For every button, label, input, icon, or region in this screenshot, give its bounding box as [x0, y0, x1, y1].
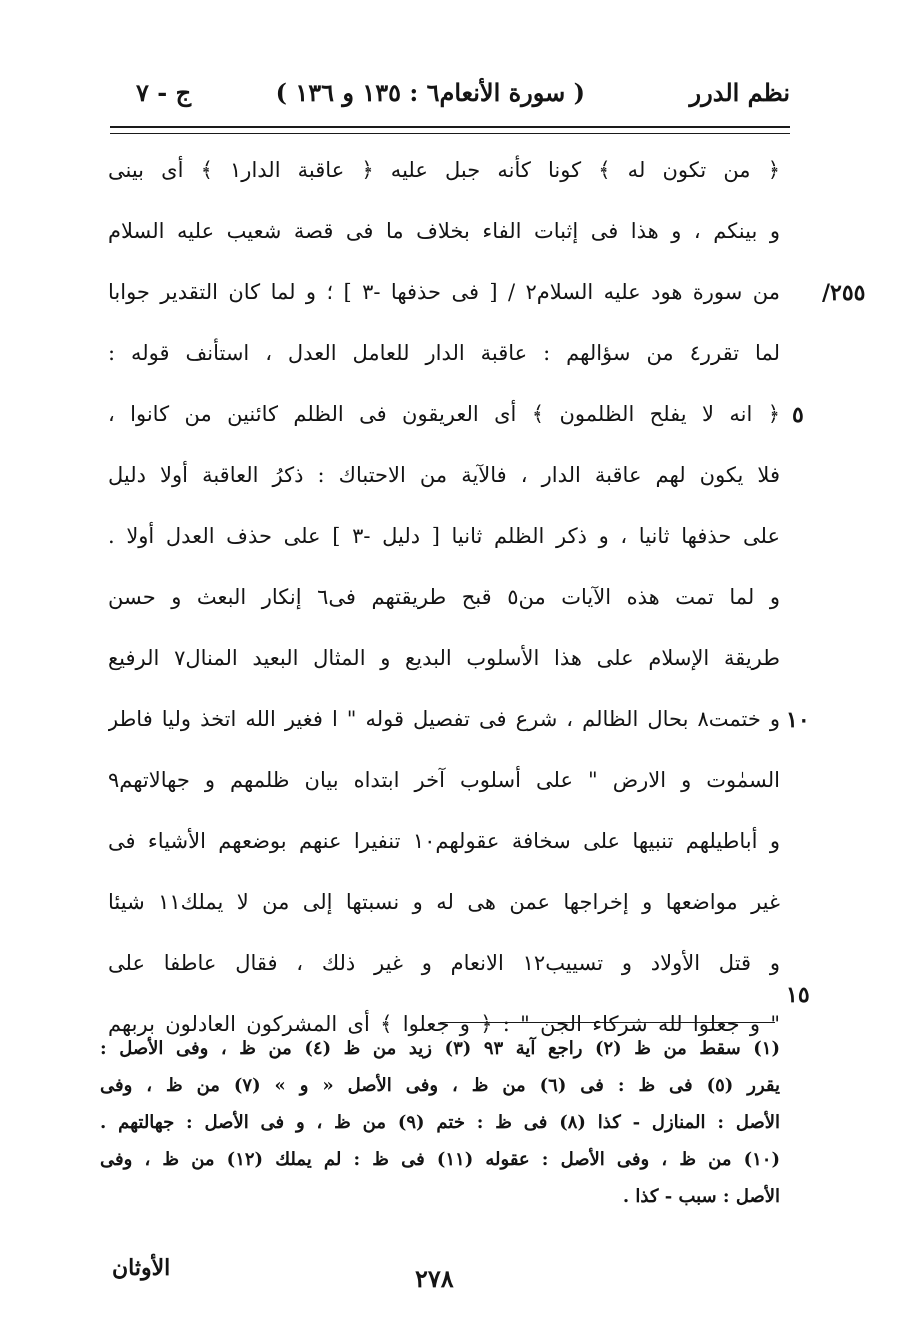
main-text — [108, 140, 780, 1055]
margin-line-number-15: ١٥ — [786, 982, 810, 1008]
text-line: و لما تمت هذه الآيات من٥ قبح طريقتهم فى٦ إنكار البعث و حسن — [108, 585, 780, 609]
text-line: لما تقرر٤ من سؤالهم : عاقبة الدار للعامل العدل ، استأنف قوله : — [108, 341, 780, 365]
footnote-line: (١) سقط من ظ (٢) راجع آية ٩٣ (٣) زيد من ظ (٤) من ظ ، وفى الأصل : — [100, 1038, 780, 1059]
footnote-line: الأصل : سبب - كذا . — [622, 1186, 780, 1207]
margin-manuscript-page: ٢٥٥/ — [822, 280, 866, 306]
volume-number: ج - ٧ — [136, 78, 192, 107]
text-line: " و جعلوا لله شركاء الجن " : ﴿ و جعلوا ﴾ أى المشركون العادلون بربهم — [108, 1012, 780, 1036]
text-line: فلا يكون لهم عاقبة الدار ، فالآية من الاحتباك : ذكرُ العاقبة أولا دليل — [108, 463, 780, 487]
margin-line-number-10: ١٠ — [786, 707, 810, 733]
book-title: نظم الدرر — [689, 78, 790, 107]
text-line: و بينكم ، و هذا فى إثبات الفاء بخلاف ما فى قصة شعيب عليه السلام — [108, 219, 780, 243]
text-line: ﴿ من تكون له ﴾ كونا كأنه جبل عليه ﴿ عاقبة الدار١ ﴾ أى بينى — [108, 158, 780, 182]
page-number: ٢٧٨ — [415, 1264, 454, 1293]
text-line: و قتل الأولاد و تسييب١٢ الانعام و غير ذلك ، فقال عاطفا على — [108, 951, 780, 975]
catchword: الأوثان — [112, 1255, 171, 1281]
header-rule-thick — [110, 126, 790, 128]
footnote-rule — [440, 1022, 775, 1023]
footnote-line: الأصل : المنازل - كذا (٨) فى ظ : ختم (٩) من ظ ، و فى الأصل : جهالتهم . — [100, 1112, 780, 1133]
text-line: غير مواضعها و إخراجها عمن هى له و نسبتها إلى من لا يملك١١ شيئا — [108, 890, 780, 914]
footnotes — [100, 1030, 780, 1215]
text-line: و أباطيلهم تنبيها على سخافة عقولهم١٠ تنفيرا عنهم بوضعهم الأشياء فى — [108, 829, 780, 853]
margin-line-number-5: ٥ — [792, 402, 804, 428]
text-line: طريقة الإسلام على هذا الأسلوب البديع و المثال البعيد المنال٧ الرفيع — [108, 646, 780, 670]
text-line: ﴿ انه لا يفلح الظلمون ﴾ أى العريقون فى الظلم كائنين من كانوا ، — [108, 402, 780, 426]
text-line: من سورة هود عليه السلام٢ / [ فى حذفها -٣ ] ؛ و لما كان التقدير جوابا — [108, 280, 780, 304]
text-line: على حذفها ثانيا ، و ذكر الظلم ثانيا [ دليل -٣ ] على حذف العدل أولا . — [108, 524, 780, 548]
running-header — [108, 78, 790, 114]
text-line: السمٰوت و الارض " على أسلوب آخر ابتداه بيان ظلمهم و جهالاتهم٩ — [108, 768, 780, 792]
footnote-line: يقرر (٥) فى ظ : فى (٦) من ظ ، وفى الأصل « و » (٧) من ظ ، وفى — [100, 1075, 780, 1096]
header-rule-thin — [110, 133, 790, 134]
surah-reference: ( سورة الأنعام٦ : ١٣٥ و ١٣٦ ) — [275, 78, 585, 107]
footnote-line: (١٠) من ظ ، وفى الأصل : عقوله (١١) فى ظ : لم يملك (١٢) من ظ ، وفى — [100, 1149, 780, 1170]
text-line: و ختمت٨ بحال الظالم ، شرع فى تفصيل قوله " ا فغير الله اتخذ وليا فاطر — [108, 707, 780, 731]
